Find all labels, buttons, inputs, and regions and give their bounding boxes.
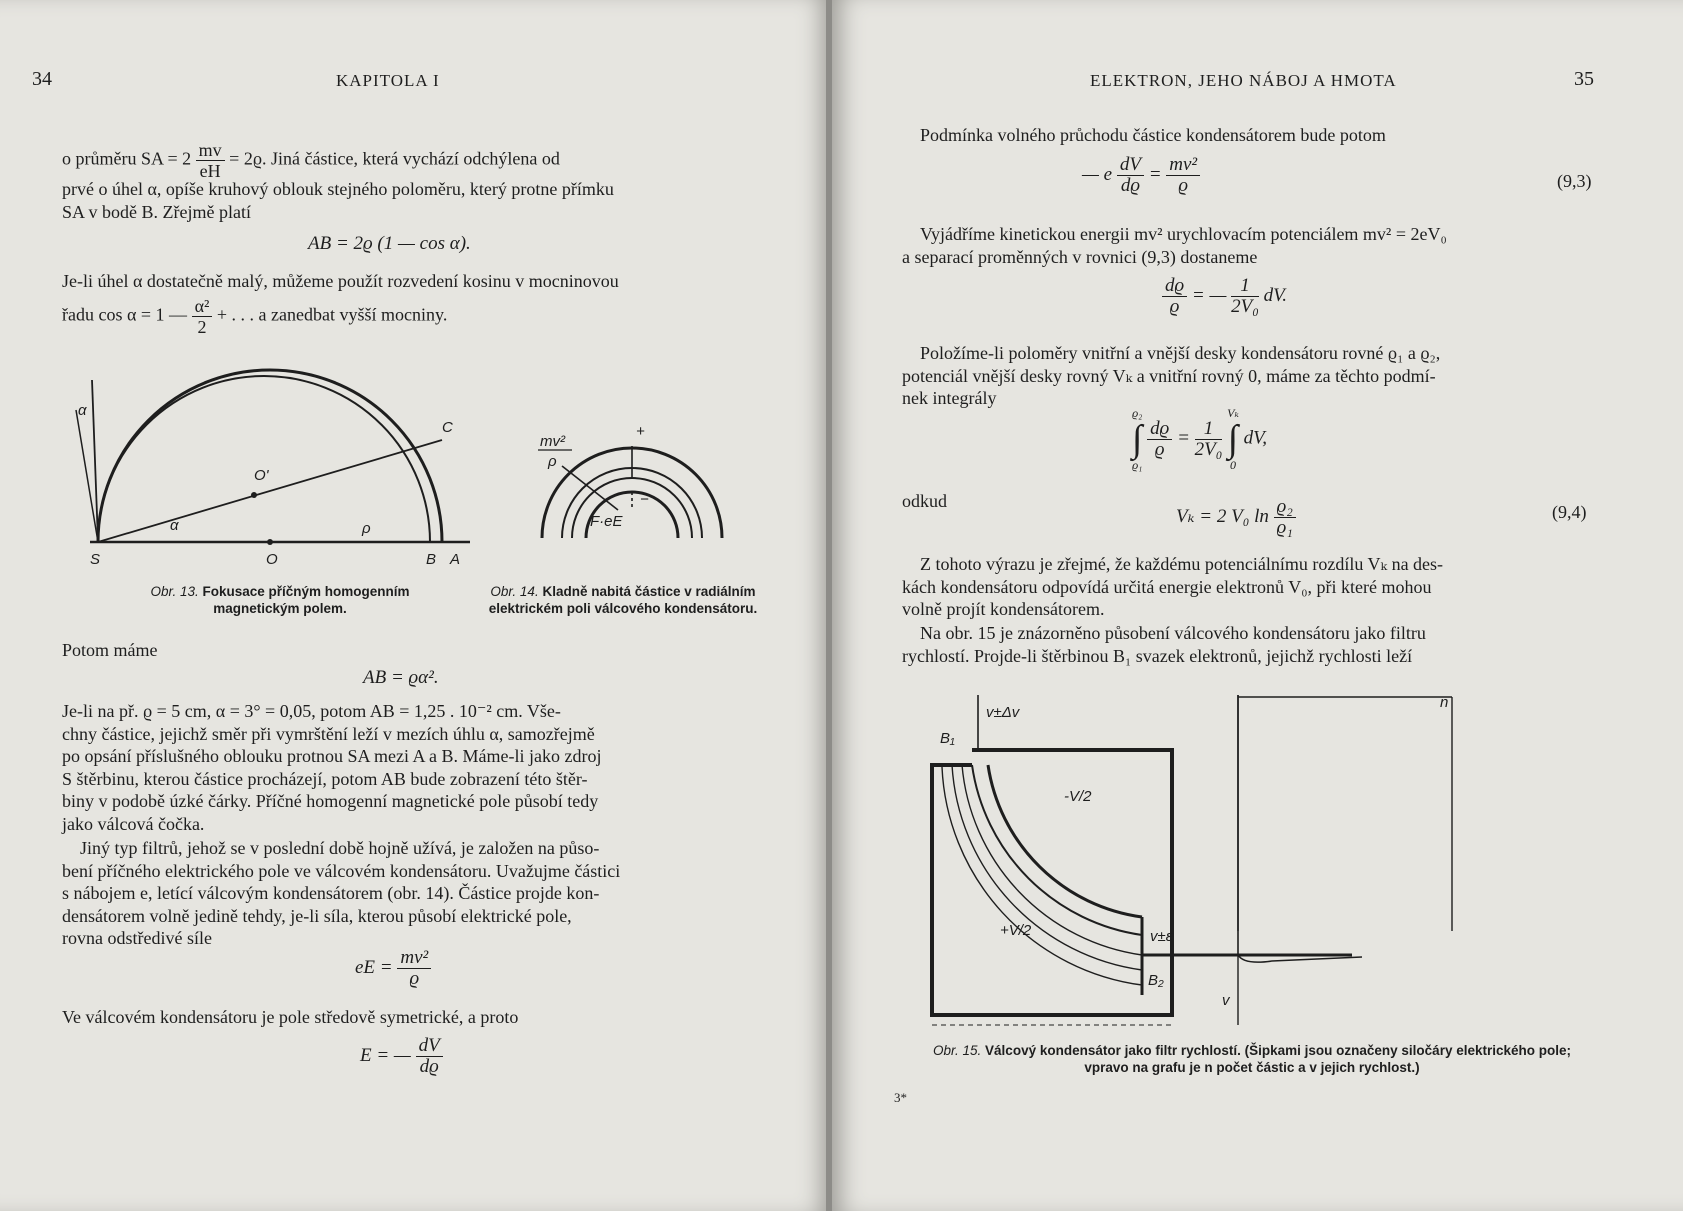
label-fe: F·eE	[590, 513, 623, 530]
integral-limits	[1132, 406, 1142, 472]
text-span: dV,	[1243, 427, 1267, 449]
page-number: 34	[32, 68, 52, 90]
label-rho: ρ	[362, 520, 371, 537]
running-header: ELEKTRON, JEHO NÁBOJ A HMOTA	[1090, 71, 1397, 90]
text-line: Je-li úhel α dostatečně malý, můžeme použít rozvedení kosinu v mocninovou	[62, 271, 619, 291]
label-c: C	[442, 419, 453, 436]
label-b1: B₁	[940, 730, 955, 747]
chord-line	[98, 440, 442, 542]
caption-number: Obr. 15.	[933, 1043, 982, 1058]
label-v: v	[1222, 992, 1230, 1009]
text-line: nek integrály	[902, 388, 997, 409]
lower-limit: ϱ₁	[1132, 458, 1143, 472]
text-span: Vₖ = 2 V₀ ln	[1176, 505, 1269, 527]
text-line: rovna odstředivé síle	[62, 928, 212, 949]
label-alpha-2: α	[170, 517, 179, 534]
velocity-distribution	[1238, 931, 1362, 962]
label-v-eps: v±ε	[1150, 928, 1173, 945]
equation	[1176, 497, 1296, 538]
figure-15-caption	[922, 1042, 1582, 1076]
outer-electrode	[932, 750, 1172, 1015]
text-span: =	[1148, 163, 1162, 185]
text-span: řadu cos α = 1 —	[62, 304, 188, 325]
numerator: dV	[416, 1036, 443, 1057]
caption-text: Kladně nabitá částice v radiálním elektrickém poli válcového kondensátoru.	[488, 584, 758, 616]
text-line: densátorem volně jedině tehdy, je-li síla, kterou působí elektrické pole,	[62, 905, 572, 926]
denominator: ϱ₁	[1276, 517, 1293, 538]
figure-13-diagram	[70, 340, 490, 570]
figure-13-caption	[150, 583, 410, 617]
text-line: po opsání příslušného oblouku protnou SA mezi A a B. Máme-li jako zdroj	[62, 746, 602, 767]
integral-sign: ∫	[1227, 418, 1239, 460]
running-header: KAPITOLA I	[336, 71, 440, 90]
text-line: Jiný typ filtrů, jehož se v poslední době hojně užívá, je založen na půso-	[80, 838, 600, 858]
paragraph	[62, 700, 601, 836]
equation-number: (9,3)	[1557, 171, 1592, 191]
numerator: 1	[1195, 419, 1223, 440]
text-line: volně projít kondensátorem.	[902, 599, 1105, 620]
upper-limit: Vₖ	[1227, 406, 1239, 420]
numerator: ϱ₂	[1274, 497, 1296, 518]
label-plus-v2: +V/2	[1000, 922, 1032, 939]
text-span: = 2ϱ. Jiná částice, která vychází odchýlena od	[229, 148, 560, 169]
label-o: O	[266, 551, 278, 568]
caption-text: Fokusace příčným homogenním magnetickým polem.	[202, 584, 410, 616]
label-a: A	[450, 551, 461, 568]
paragraph	[902, 622, 1426, 667]
label-s: S	[90, 551, 101, 568]
text-line: potenciál vnější desky rovný Vₖ a vnitřní rovný 0, máme za těchto podmí-	[902, 365, 1436, 386]
equation-number: (9,4)	[1552, 502, 1587, 522]
text-span: eE =	[355, 956, 393, 978]
figure-15-diagram	[892, 695, 1592, 1035]
numerator: dϱ	[1147, 419, 1172, 440]
fraction	[1117, 155, 1144, 196]
upper-limit: ϱ₂	[1132, 406, 1143, 420]
numerator: mv²	[397, 948, 431, 969]
numerator: 1	[1231, 276, 1259, 297]
text-span: =	[1177, 427, 1190, 449]
caption-text: Válcový kondensátor jako filtr rychlostí. (Šipkami jsou označeny siločáry elektrického pole; vpravo na grafu je n počet částic a v jejich rychlost.)	[985, 1043, 1571, 1075]
label-v-dv: v±Δv	[986, 704, 1020, 721]
page-number: 35	[1574, 68, 1594, 90]
denominator: ϱ	[409, 968, 420, 989]
text-line: SA v bodě B. Zřejmě platí	[62, 202, 251, 222]
text-line: Podmínka volného průchodu částice kondensátorem bude potom	[920, 125, 1386, 145]
left-page	[0, 0, 830, 1211]
numerator: mv	[196, 140, 225, 161]
text-line: rychlostí. Projde-li štěrbinou B₁ svazek elektronů, jejichž rychlosti leží	[902, 645, 1413, 666]
fraction	[1195, 419, 1223, 460]
denominator: dϱ	[1120, 175, 1140, 196]
text-line: Potom máme	[62, 640, 158, 660]
label-o-prime: O'	[254, 467, 269, 484]
fraction	[196, 140, 225, 181]
text-line: Je-li na př. ϱ = 5 cm, α = 3° = 0,05, potom AB = 1,25 . 10⁻² cm. Vše-	[62, 701, 561, 721]
equation: AB = 2ϱ (1 — cos α).	[308, 233, 471, 254]
inner-arc-1	[972, 765, 1142, 935]
integral-sign: ∫	[1132, 418, 1143, 460]
denominator: ϱ	[1154, 438, 1165, 460]
numerator: dV	[1117, 155, 1144, 176]
text-span: — e	[1082, 163, 1113, 185]
integral-limits	[1227, 406, 1239, 472]
text-line: s nábojem e, letící válcovým kondensátorem (obr. 14). Částice projde kon-	[62, 883, 600, 904]
fraction	[192, 296, 213, 337]
figure-14-diagram	[522, 418, 752, 568]
text-span: dV.	[1263, 284, 1287, 306]
text-line: biny v podobě úzké čárky. Příčné homogenní magnetické pole působí tedy	[62, 791, 599, 812]
label-n: n	[1440, 695, 1449, 711]
lower-limit: 0	[1229, 458, 1236, 472]
fraction	[416, 1036, 443, 1077]
paragraph	[62, 837, 620, 950]
numerator: mv²	[1166, 155, 1200, 176]
label-mv2: mv²	[540, 433, 565, 450]
text-line: jako válcová čočka.	[62, 813, 205, 834]
paragraph	[902, 553, 1443, 621]
denominator: 2V₀	[1194, 438, 1223, 460]
denominator: 2V₀	[1231, 296, 1259, 317]
text-span: = —	[1191, 284, 1227, 306]
integral-equation	[1132, 406, 1267, 472]
tangent-line	[92, 380, 98, 542]
caption-number: Obr. 13.	[150, 584, 199, 599]
caption-number: Obr. 14.	[490, 584, 539, 599]
denominator: 2	[197, 317, 207, 337]
label-b: B	[426, 551, 437, 568]
label-plus: +	[636, 423, 645, 440]
center-point	[267, 539, 273, 545]
text-span: o průměru SA = 2	[62, 148, 192, 169]
fraction	[1231, 276, 1259, 317]
text-line: S štěrbinu, kterou částice procházejí, potom AB bude zobrazení této štěr-	[62, 768, 588, 789]
text-line: a separací proměnných v rovnici (9,3) dostaneme	[902, 247, 1258, 267]
beam-path-3	[942, 767, 1142, 985]
denominator: dϱ	[419, 1056, 439, 1077]
beam-path-1	[962, 765, 1142, 955]
text-line: prvé o úhel α, opíše kruhový oblouk stejného poloměru, který protne přímku	[62, 179, 614, 199]
numerator: α²	[192, 296, 213, 317]
text-span: + . . . a zanedbat vyšší mocniny.	[216, 304, 448, 325]
figure-14-caption	[488, 583, 758, 617]
center-point-shifted	[251, 492, 257, 498]
label-rho: ρ	[548, 453, 557, 470]
text-line: Položíme-li poloměry vnitřní a vnější desky kondensátoru rovné ϱ₁ a ϱ₂,	[920, 343, 1441, 363]
beam-path-2	[952, 765, 1142, 970]
denominator: ϱ	[1178, 175, 1189, 196]
text-line: bení příčného elektrického pole ve válcovém kondensátoru. Uvažujme částici	[62, 860, 621, 881]
text-line: kách kondensátoru odpovídá určitá energie elektronů V₀, při které mohou	[902, 576, 1432, 597]
label-minus: −	[640, 491, 649, 508]
denominator: ϱ	[1169, 296, 1180, 317]
label-minus-v2: -V/2	[1064, 788, 1092, 805]
equation	[1082, 155, 1200, 196]
numerator: dϱ	[1162, 276, 1187, 297]
fraction	[1147, 419, 1172, 460]
text-line: Na obr. 15 je znázorněno působení válcového kondensátoru jako filtru	[920, 623, 1426, 643]
equation: AB = ϱα².	[363, 667, 439, 688]
text-line: odkud	[902, 491, 947, 511]
text-line: Ve válcovém kondensátoru je pole středově symetrické, a proto	[62, 1007, 519, 1027]
equation	[360, 1036, 443, 1077]
signature-mark: 3*	[894, 1090, 907, 1105]
fraction	[1166, 155, 1200, 196]
fraction	[397, 948, 431, 989]
equation	[355, 948, 431, 989]
label-b2: B₂	[1148, 972, 1164, 989]
text-span: E = —	[360, 1044, 411, 1066]
denominator: eH	[199, 161, 221, 181]
right-page	[832, 0, 1683, 1211]
paragraph	[902, 342, 1440, 410]
text-line: Vyjádříme kinetickou energii mv² urychlovacím potenciálem mv² = 2eV₀	[920, 224, 1447, 244]
text-line: chny částice, jejichž směr při vymrštění leží v mezích úhlu α, samozřejmě	[62, 723, 595, 744]
fraction	[1274, 497, 1296, 538]
text-line	[62, 140, 560, 181]
text-line: Z tohoto výrazu je zřejmé, že každému potenciálnímu rozdílu Vₖ na des-	[920, 554, 1444, 574]
text-line	[62, 296, 447, 337]
fraction	[1162, 276, 1187, 317]
label-alpha: α	[78, 402, 87, 419]
equation	[1162, 276, 1287, 317]
